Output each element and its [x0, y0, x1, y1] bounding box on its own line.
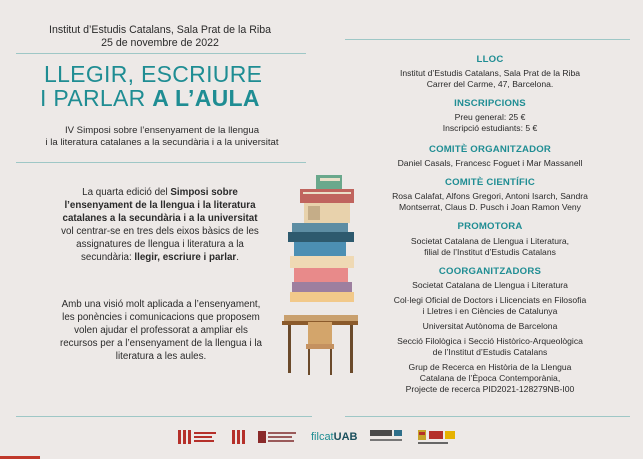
- intro-bold-themes: llegir, escriure i parlar: [134, 252, 237, 263]
- second-paragraph: Amb una visió molt aplicada a l’ensenyament, les ponències i comunicacions que proposem volen ajudar el professorat a ampliar els recursos per a l’ensenyament de la llengua i la literatura a les aules.: [59, 299, 263, 362]
- chair-leg: [330, 349, 332, 375]
- coorganitzador-item: de l’Institut d’Estudis Catalans: [432, 347, 548, 357]
- subtitle-line-2: i la literatura catalanes a la secundària i a la universitat: [45, 137, 279, 148]
- divider: [345, 39, 630, 40]
- logos-bar: [0, 422, 643, 450]
- title-line-1: LLEGIR, ESCRIURE: [44, 61, 263, 87]
- sccl-logo: [232, 430, 246, 446]
- inscripcions-heading: INSCRIPCIONS: [454, 98, 526, 109]
- divider: [345, 416, 630, 417]
- chair-leg: [308, 349, 310, 375]
- comite-cientific-text: [340, 191, 640, 213]
- inscripcions-text: [340, 112, 640, 134]
- venue-line: Institut d’Estudis Catalans, Sala Prat de la Riba: [49, 24, 271, 36]
- comite-cientific-heading: COMITÈ CIENTÍFIC: [444, 177, 536, 188]
- intro-text: La quarta edició del: [82, 187, 171, 198]
- chair-back: [308, 322, 332, 344]
- subtitle: [14, 125, 310, 149]
- promotora-line: filial de l’Institut d’Estudis Catalans: [424, 247, 556, 257]
- book-page: [320, 178, 340, 181]
- divider: [16, 53, 306, 54]
- filcat-text: filcat: [311, 431, 334, 443]
- comite-organitzador-text: Daniel Casals, Francesc Foguet i Mar Massanell: [397, 158, 583, 168]
- promotora-heading: PROMOTORA: [457, 221, 523, 232]
- intro-text: .: [236, 252, 239, 263]
- lloc-line: Carrer del Carme, 47, Barcelona.: [426, 79, 554, 89]
- uab-text: UAB: [333, 431, 358, 443]
- title-line-2b: A L’AULA: [152, 85, 260, 111]
- price-students: Inscripció estudiants: 5 €: [442, 123, 538, 133]
- title-line-2a: I PARLAR: [40, 85, 153, 111]
- subtitle-line-1: IV Simposi sobre l’ensenyament de la llengua: [64, 125, 260, 136]
- price-general: Preu general: 25 €: [454, 112, 526, 122]
- coorganitzador-item: Col·legi Oficial de Doctors i Llicenciats en Filosofia: [393, 295, 587, 305]
- book: [294, 242, 346, 256]
- grup-recerca-logo: [370, 428, 404, 446]
- lloc-heading: LLOC: [476, 54, 504, 65]
- coorganitzador-item: Secció Filològica i Secció Històrico-Arqueològica: [397, 336, 583, 346]
- iec-logo: [178, 430, 218, 446]
- comite-cientific-line: Montserrat, Claus D. Pusch i Joan Ramon Veny: [399, 202, 581, 212]
- venue-block: [20, 24, 300, 50]
- col-legi-logo: [258, 429, 298, 447]
- book-page: [308, 206, 320, 220]
- comite-cientific-line: Rosa Calafat, Alfons Gregori, Antoni Isarch, Sandra: [392, 191, 588, 201]
- divider: [16, 416, 312, 417]
- intro-paragraph: [60, 186, 260, 264]
- book: [316, 175, 342, 189]
- coorganitzador-item: Projecte de recerca PID2021-128279NB-I00: [405, 384, 575, 394]
- chair-seat: [306, 344, 334, 349]
- page-title: [18, 62, 308, 110]
- filcat-uab-logo: [311, 431, 357, 443]
- lloc-text: [340, 68, 640, 90]
- intro-text: vol centrar-se en tres dels eixos bàsics de les assignatures de llengua i literatura a la secundària:: [61, 226, 259, 263]
- divider: [16, 162, 306, 163]
- coorganitzadors-heading: COORGANITZADORS: [438, 266, 542, 277]
- date-line: 25 de novembre de 2022: [101, 37, 219, 49]
- ministerio-logo: [418, 428, 458, 446]
- coorganitzadors-list: [340, 280, 640, 395]
- coorganitzador-item: Societat Catalana de Llengua i Literatura: [412, 280, 568, 290]
- promotora-text: [340, 236, 640, 258]
- title-line-2: [18, 86, 308, 110]
- coorganitzador-item: Grup de Recerca en Història de la Llengua: [408, 362, 572, 372]
- coorganitzador-item: Universitat Autònoma de Barcelona: [422, 321, 558, 331]
- coorganitzador-item: Catalana de l’Època Contemporània,: [419, 373, 561, 383]
- intro-bold-title: Simposi sobre l’ensenyament de la llengua i la literatura catalanes a la secundària i a la universitat: [62, 187, 258, 224]
- coorganitzador-item: i Lletres i en Ciències de Catalunya: [422, 306, 558, 316]
- desk-leg: [288, 325, 291, 373]
- lloc-line: Institut d’Estudis Catalans, Sala Prat de la Riba: [399, 68, 581, 78]
- comite-organitzador-heading: COMITÈ ORGANITZADOR: [428, 144, 552, 155]
- promotora-line: Societat Catalana de Llengua i Literatura,: [410, 236, 570, 246]
